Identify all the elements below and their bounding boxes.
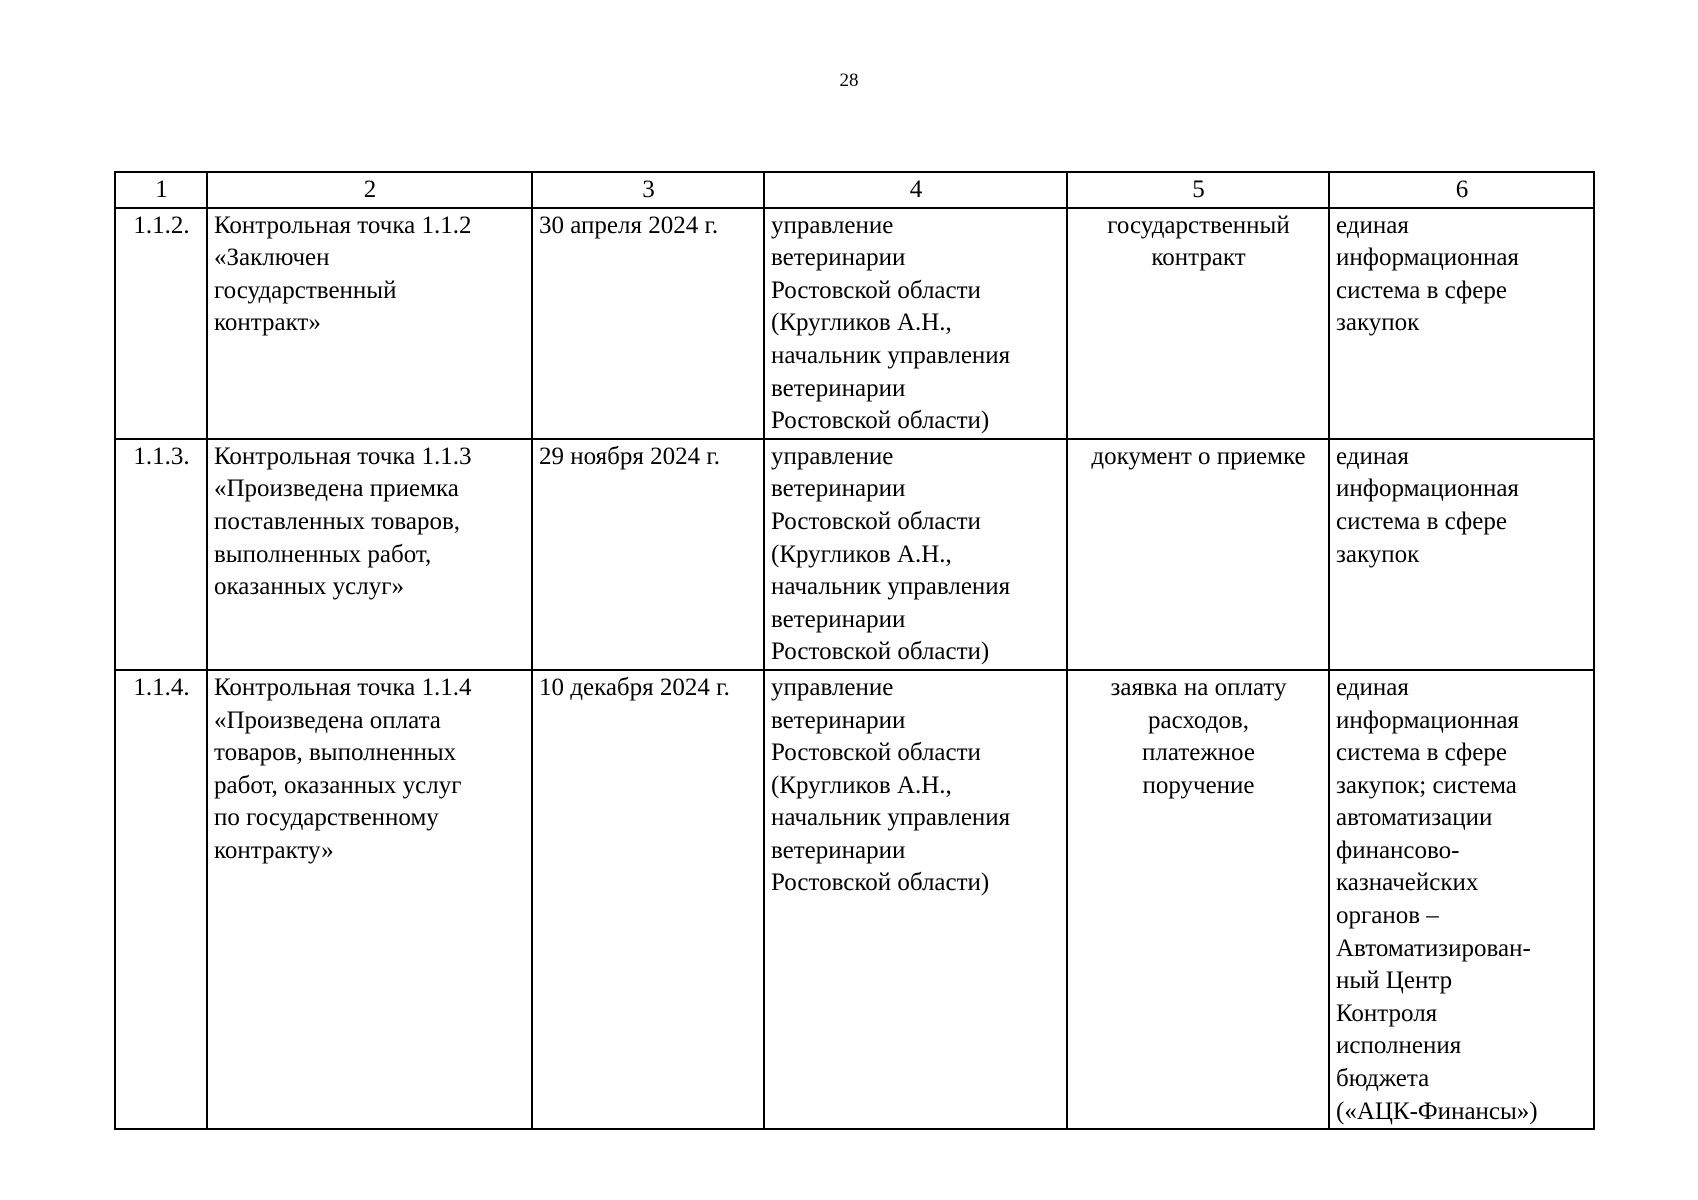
header-col-1: 1	[115, 172, 207, 208]
header-col-5: 5	[1067, 172, 1329, 208]
responsible-text: управление ветеринарии Ростовской области (Кругликов А.Н., начальник управления ветеринарии Ростовской области)	[771, 442, 1011, 666]
header-col-6: 6	[1329, 172, 1594, 208]
system-cell	[1329, 439, 1594, 670]
event-cell	[207, 670, 532, 1129]
header-col-2: 2	[207, 172, 532, 208]
document-text: документ о приемке	[1091, 442, 1306, 470]
responsible-cell	[764, 439, 1067, 670]
document-cell	[1067, 439, 1329, 670]
page-number: 28	[839, 70, 859, 91]
responsible-cell	[764, 670, 1067, 1129]
table-row	[115, 208, 1594, 439]
event-text: Контрольная точка 1.1.4 «Произведена оплата товаров, выполненных работ, оказанных услуг по государственному контракту»	[214, 673, 472, 864]
document-cell	[1067, 670, 1329, 1129]
event-cell	[207, 439, 532, 670]
table-row	[115, 439, 1594, 670]
control-points-table	[114, 171, 1595, 1130]
date-cell: 30 апреля 2024 г.	[532, 208, 764, 439]
date-cell: 29 ноября 2024 г.	[532, 439, 764, 670]
event-cell	[207, 208, 532, 439]
system-text: единая информационная система в сфере закупок	[1336, 442, 1519, 568]
responsible-cell	[764, 208, 1067, 439]
document-text: заявка на оплату расходов, платежное поручение	[1110, 673, 1287, 799]
event-text: Контрольная точка 1.1.3 «Произведена приемка поставленных товаров, выполненных работ, оказанных услуг»	[214, 442, 472, 601]
responsible-text: управление ветеринарии Ростовской области (Кругликов А.Н., начальник управления ветеринарии Ростовской области)	[771, 211, 1011, 435]
system-cell	[1329, 670, 1594, 1129]
document-text: государственный контракт	[1107, 211, 1290, 272]
row-number: 1.1.2.	[115, 208, 207, 439]
system-text: единая информационная система в сфере закупок	[1336, 211, 1519, 337]
row-number: 1.1.4.	[115, 670, 207, 1129]
system-cell	[1329, 208, 1594, 439]
table-row	[115, 670, 1594, 1129]
document-cell	[1067, 208, 1329, 439]
row-number: 1.1.3.	[115, 439, 207, 670]
responsible-text: управление ветеринарии Ростовской области (Кругликов А.Н., начальник управления ветеринарии Ростовской области)	[771, 673, 1011, 897]
table-header-row	[115, 172, 1594, 208]
event-text: Контрольная точка 1.1.2 «Заключен государственный контракт»	[214, 211, 472, 337]
header-col-4: 4	[764, 172, 1067, 208]
header-col-3: 3	[532, 172, 764, 208]
system-text: единая информационная система в сфере закупок; система автоматизации финансово- казначейских органов – Автоматизирован- ный Центр Контроля исполнения бюджета («АЦК-Финансы»)	[1336, 673, 1538, 1125]
date-cell: 10 декабря 2024 г.	[532, 670, 764, 1129]
